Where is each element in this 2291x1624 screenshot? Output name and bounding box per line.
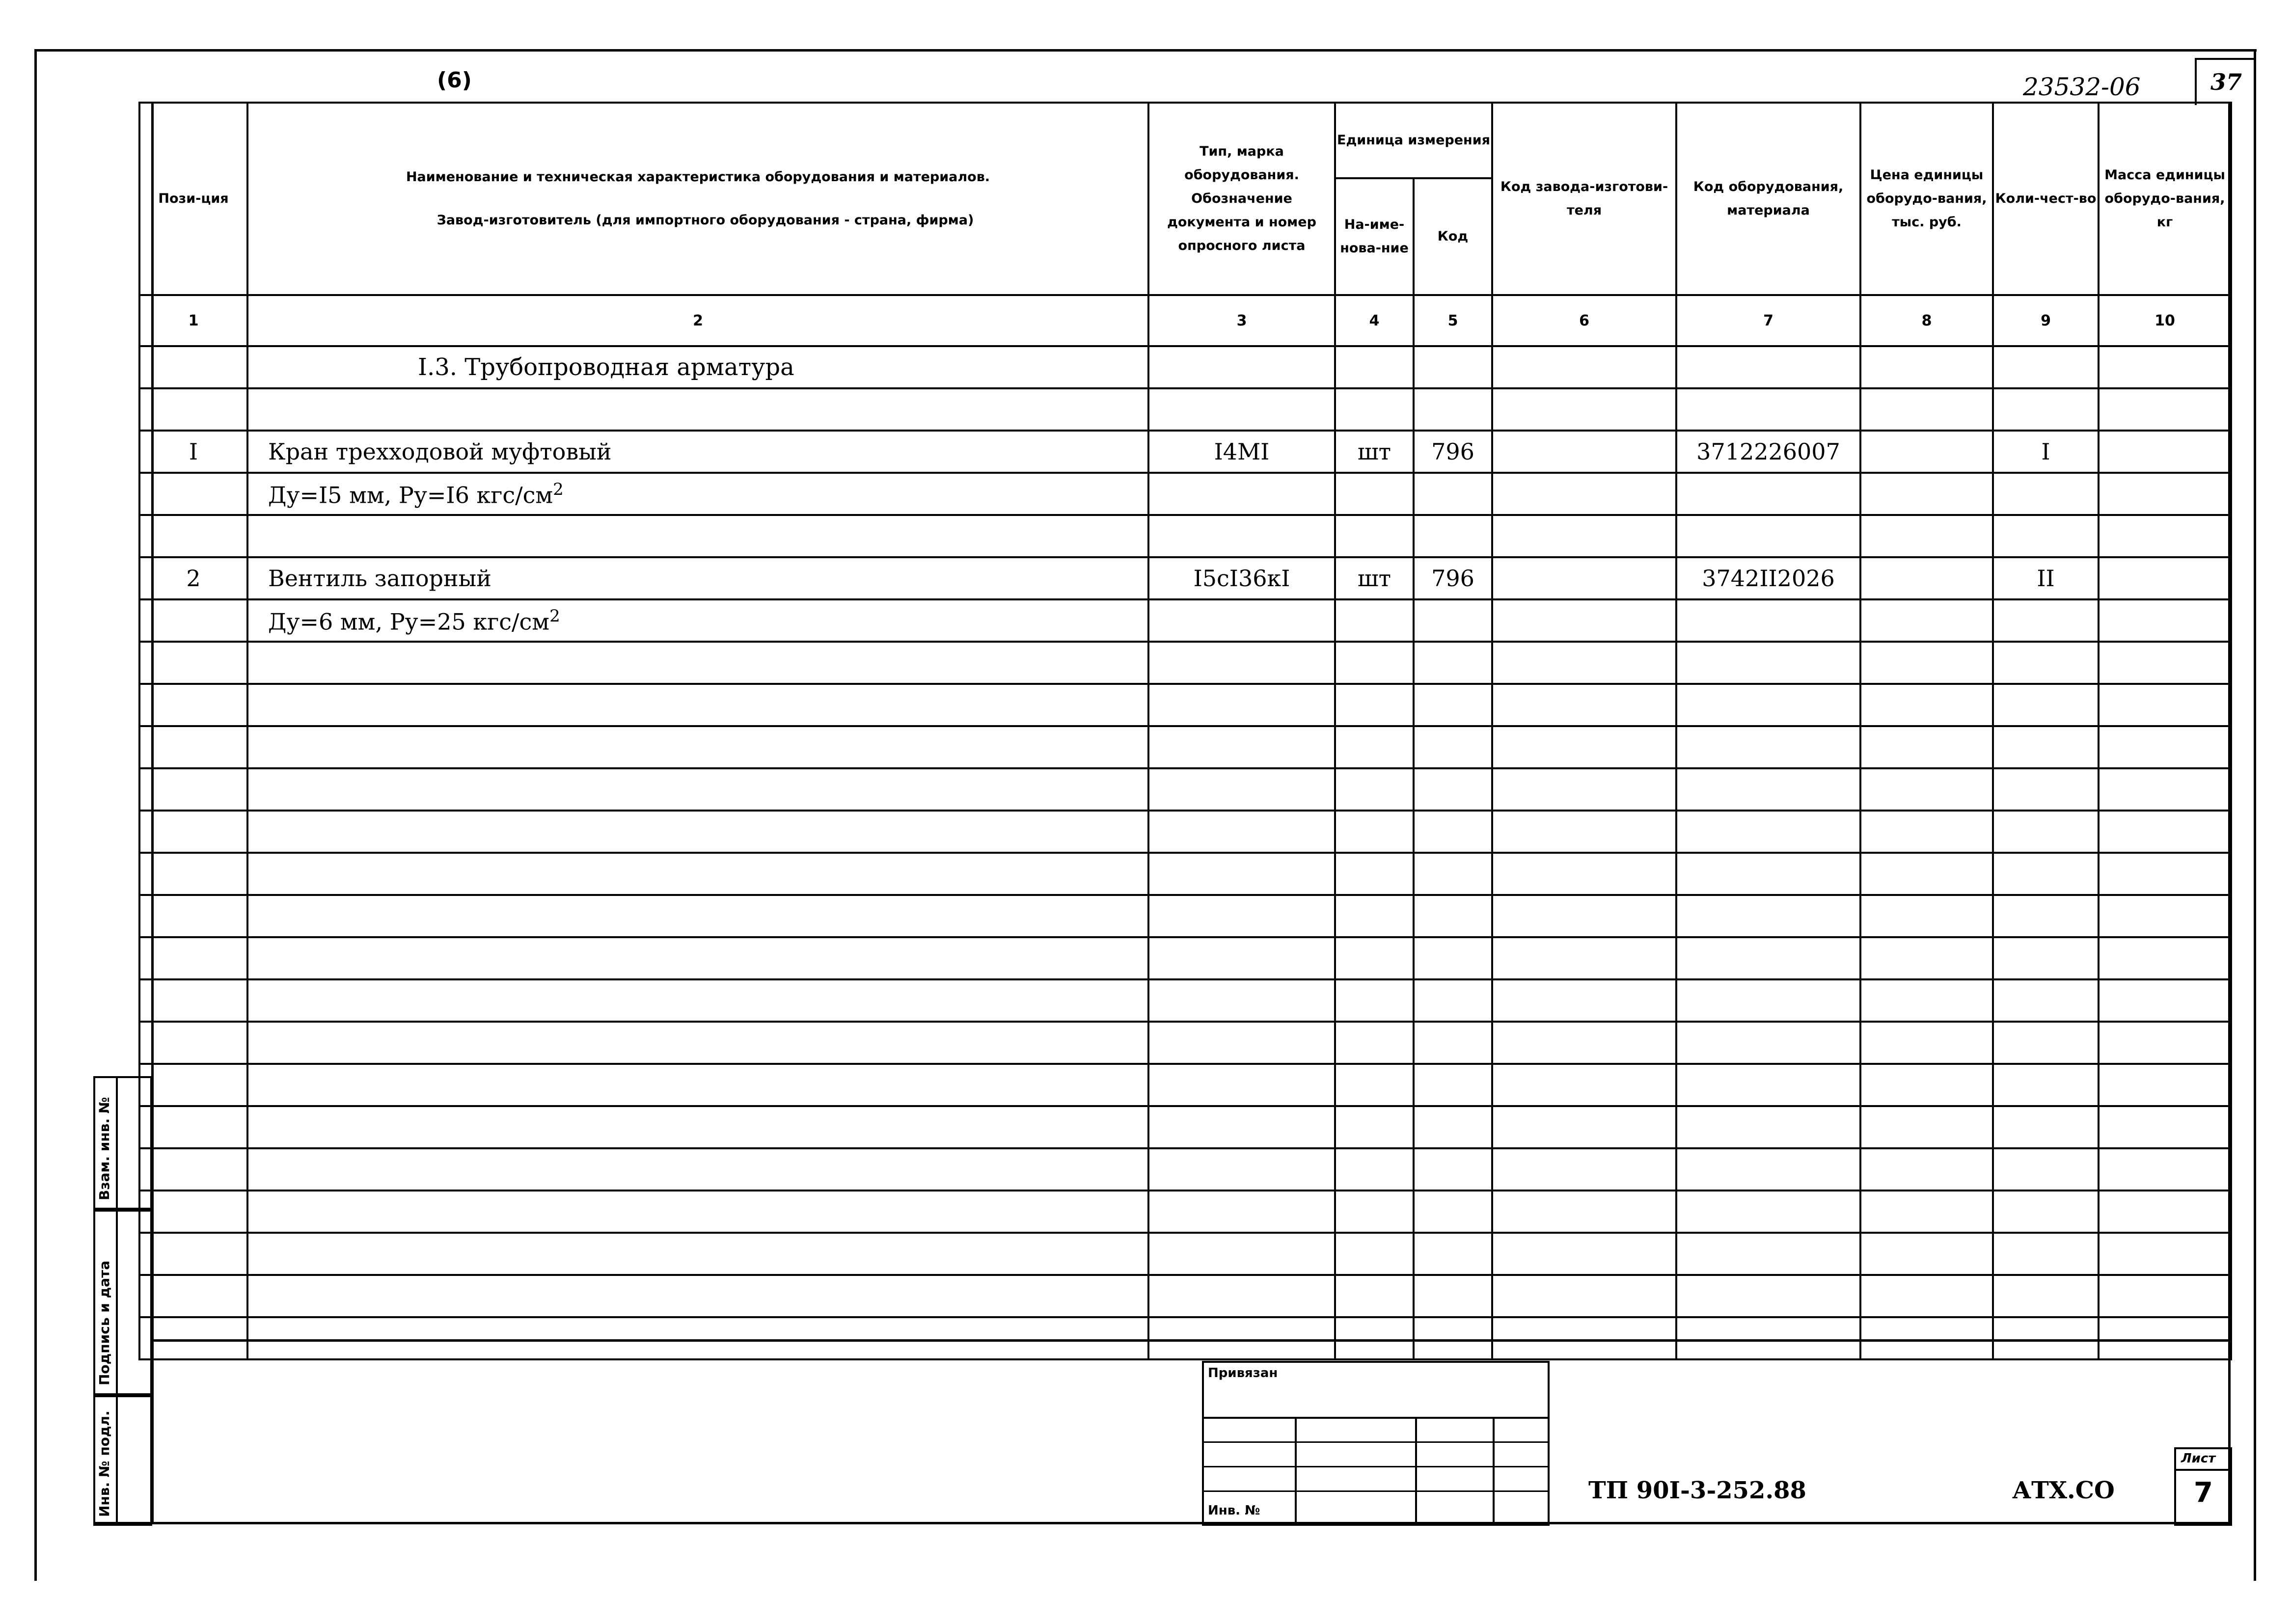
table-row <box>139 642 2231 684</box>
table-row <box>139 557 2231 599</box>
row2-name: Вентиль запорный <box>247 557 1148 599</box>
row1-name: Кран трехходовой муфтовый <box>247 431 1148 473</box>
col-num-3: 3 <box>1148 295 1335 346</box>
doc-code: ТП 90I-3-252.88 <box>1588 1477 1806 1504</box>
page-number: 37 <box>2210 69 2242 95</box>
side-label-vzam: Взам. инв. № <box>96 1097 112 1200</box>
frame-left-line <box>34 49 37 1581</box>
header-qty: Коли-чест-во <box>1993 103 2099 295</box>
frame-right-line <box>2254 49 2256 1581</box>
col-num-8: 8 <box>1860 295 1993 346</box>
section-number: (6) <box>437 68 472 93</box>
table-row <box>139 515 2231 557</box>
linked-stamp <box>1202 1361 1550 1526</box>
col-num-10: 10 <box>2099 295 2231 346</box>
row1-spec <box>247 473 1148 515</box>
row2-pos: 2 <box>139 557 247 599</box>
table-row <box>139 1106 2231 1148</box>
archive-number: 23532-06 <box>2023 73 2141 101</box>
row1-spec-sup: 2 <box>553 479 564 499</box>
table-row <box>139 726 2231 768</box>
header-name-line1: Наименование и техническая характеристика оборудования и материалов. <box>406 169 990 185</box>
row2-spec <box>247 599 1148 642</box>
table-row <box>139 599 2231 642</box>
header-name <box>247 103 1148 295</box>
col-num-9: 9 <box>1993 295 2099 346</box>
col-num-5: 5 <box>1414 295 1492 346</box>
table-row <box>139 388 2231 431</box>
table-row <box>139 1317 2231 1359</box>
header-maker-code: Код завода-изготови-теля <box>1492 103 1676 295</box>
col-num-4: 4 <box>1335 295 1414 346</box>
table-row <box>139 979 2231 1022</box>
table-row <box>139 853 2231 895</box>
table-row <box>139 1191 2231 1233</box>
table-row <box>139 431 2231 473</box>
sheet-label: Лист <box>2181 1451 2216 1466</box>
table-row <box>139 346 2231 388</box>
col-num-1: 1 <box>139 295 247 346</box>
row1-qty: I <box>1993 431 2099 473</box>
side-divider <box>116 1076 118 1522</box>
frame-top-line <box>34 49 2257 52</box>
row2-equip-code: 3742II2026 <box>1676 557 1860 599</box>
table-row <box>139 1064 2231 1106</box>
row2-qty: II <box>1993 557 2099 599</box>
sheet-number: 7 <box>2194 1477 2213 1509</box>
inner-bottom-line <box>93 1522 2230 1524</box>
side-label-podpis: Подпись и дата <box>96 1260 112 1385</box>
header-equip-code: Код оборудования, материала <box>1676 103 1860 295</box>
row2-spec-text: Ду=6 мм, Ру=25 кгс/см <box>268 608 550 635</box>
table-row <box>139 1275 2231 1317</box>
row1-spec-text: Ду=I5 мм, Ру=I6 кгс/см <box>268 482 553 509</box>
table-row <box>139 1148 2231 1191</box>
header-name-line2: Завод-изготовитель (для импортного оборудования - страна, фирма) <box>436 213 974 228</box>
table-row <box>139 473 2231 515</box>
row2-unit-code: 796 <box>1414 557 1492 599</box>
linked-label: Привязан <box>1208 1366 1278 1380</box>
row1-pos: I <box>139 431 247 473</box>
header-unit-name: На-име-нова-ние <box>1335 178 1414 295</box>
specification-table <box>138 102 2232 1360</box>
header-pos: Пози-ция <box>139 103 247 295</box>
table-row <box>139 684 2231 726</box>
col-num-7: 7 <box>1676 295 1860 346</box>
table-row <box>139 811 2231 853</box>
row1-equip-code: 3712226007 <box>1676 431 1860 473</box>
header-mass: Масса единицы оборудо-вания, кг <box>2099 103 2231 295</box>
table-row <box>139 937 2231 979</box>
page-number-box <box>2195 58 2254 105</box>
header-type: Тип, марка оборудования. Обозначение документа и номер опросного листа <box>1148 103 1335 295</box>
row1-type: I4МI <box>1148 431 1335 473</box>
col-num-2: 2 <box>247 295 1148 346</box>
sheet-box <box>2174 1447 2232 1526</box>
section-title: I.3. Трубопроводная арматура <box>418 353 794 381</box>
header-unit-code: Код <box>1414 178 1492 295</box>
inv-label: Инв. № <box>1208 1503 1260 1518</box>
table-row <box>139 1022 2231 1064</box>
row2-unit: шт <box>1335 557 1414 599</box>
table-row <box>139 895 2231 937</box>
header-unit-group: Единица измерения <box>1335 103 1492 178</box>
header-price: Цена единицы оборудо-вания, тыс. руб. <box>1860 103 1993 295</box>
table-row <box>139 1233 2231 1275</box>
row1-unit: шт <box>1335 431 1414 473</box>
col-num-6: 6 <box>1492 295 1676 346</box>
doc-mark: АТХ.СО <box>2012 1477 2115 1504</box>
table-row <box>139 768 2231 811</box>
row2-type: I5cI36кI <box>1148 557 1335 599</box>
side-label-podl: Инв. № подл. <box>96 1410 112 1517</box>
row2-spec-sup: 2 <box>549 606 560 626</box>
row1-unit-code: 796 <box>1414 431 1492 473</box>
